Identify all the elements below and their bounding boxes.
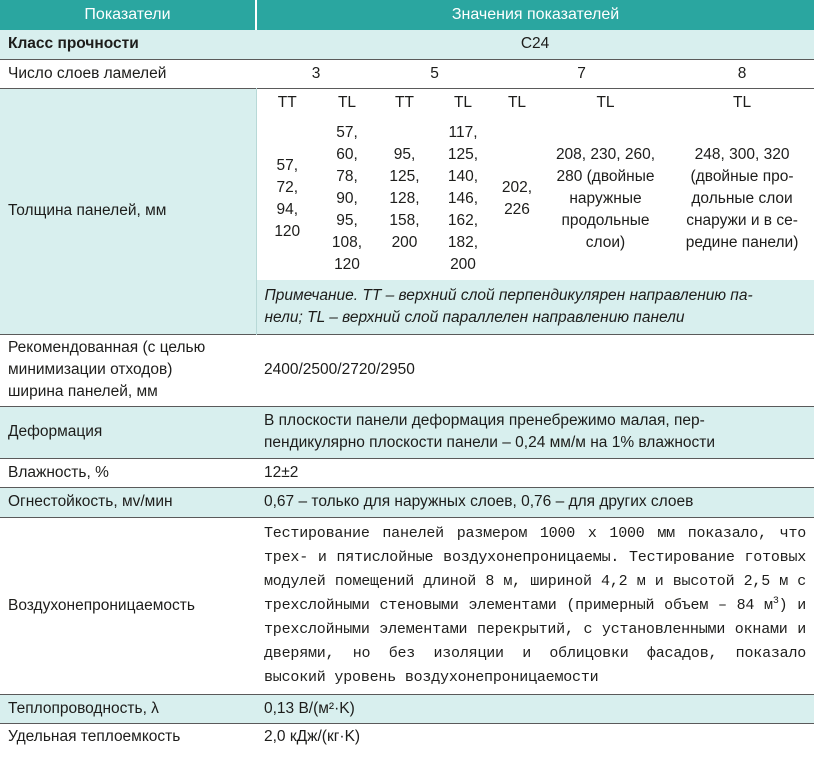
- type-tt-3: TT: [256, 88, 318, 118]
- layers-3: 3: [256, 59, 376, 88]
- type-tl-5: TL: [433, 88, 493, 118]
- layers-7: 7: [493, 59, 670, 88]
- humidity-label: Влажность, %: [0, 458, 256, 487]
- fire-label: Огнестойкость, мv/мин: [0, 487, 256, 517]
- airtight-text-2: ) и трехслойными элементами перекрытий, с установленными окнами и дверями, но без изоляции и облицовки фасадов, показало высокий уровень воздухонепроницаемости: [264, 596, 807, 686]
- thickness-cell: 117, 125, 140, 146, 162, 182, 200: [447, 124, 479, 273]
- airtight-superscript: 3: [772, 595, 779, 607]
- type-tl-8: TL: [670, 88, 814, 118]
- conductivity-label: Теплопроводность, λ: [0, 694, 256, 723]
- airtight-value: [256, 517, 814, 694]
- row-strength-class: [0, 30, 814, 59]
- type-tl-7b: TL: [541, 88, 670, 118]
- row-thermal-conductivity: [0, 694, 814, 723]
- row-airtightness: [0, 517, 814, 694]
- layers-8: 8: [670, 59, 814, 88]
- humidity-value: 12±2: [256, 458, 814, 487]
- fire-value: 0,67 – только для наружных слоев, 0,76 – для других слоев: [256, 487, 814, 517]
- thickness-cell: 202, 226: [501, 179, 533, 218]
- heat-capacity-label: Удельная теплоемкость: [0, 723, 256, 751]
- thickness-note: Примечание. ТТ – верхний слой перпендикулярен направлению па- нели; TL – верхний слой параллелен направлению панели: [264, 286, 753, 326]
- thickness-cell: 57, 72, 94, 120: [274, 157, 301, 240]
- thickness-cell: 95, 125, 128, 158, 200: [389, 146, 420, 251]
- layers-label: Число слоев ламелей: [0, 59, 256, 88]
- layers-5: 5: [376, 59, 493, 88]
- thickness-cell: 208, 230, 260, 280 (двойные наружные продольные слои): [555, 146, 656, 251]
- deformation-label: Деформация: [0, 406, 256, 458]
- header-params: Показатели: [0, 0, 256, 30]
- deformation-value: В плоскости панели деформация пренебрежимо малая, пер- пендикулярно плоскости панели – 0,24 мм/м на 1% влажности: [256, 406, 814, 458]
- row-layer-count: [0, 59, 814, 88]
- type-tl-3: TL: [318, 88, 376, 118]
- thickness-cell: 248, 300, 320 (двойные про- дольные слои снаружи и в се- редине панели): [685, 146, 799, 251]
- row-deformation: [0, 406, 814, 458]
- row-fire-resistance: [0, 487, 814, 517]
- thickness-label: Толщина панелей, мм: [0, 88, 256, 334]
- thickness-cell: 57, 60, 78, 90, 95, 108, 120: [331, 124, 363, 273]
- width-label: Рекомендованная (с целью минимизации отходов) ширина панелей, мм: [0, 334, 256, 406]
- heat-capacity-value: 2,0 кДж/(кг·K): [256, 723, 814, 751]
- row-humidity: [0, 458, 814, 487]
- row-heat-capacity: [0, 723, 814, 751]
- airtight-label: Воздухонепроницаемость: [0, 517, 256, 694]
- type-tl-7a: TL: [493, 88, 541, 118]
- table-header: [0, 0, 814, 30]
- width-value: 2400/2500/2720/2950: [256, 334, 814, 406]
- row-recommended-width: [0, 334, 814, 406]
- row-thickness-types: [0, 88, 814, 118]
- conductivity-value: 0,13 В/(м²·K): [256, 694, 814, 723]
- type-tt-5: TT: [376, 88, 433, 118]
- strength-label: Класс прочности: [8, 35, 139, 53]
- header-values: Значения показателей: [256, 0, 814, 30]
- airtight-text-1: Тестирование панелей размером 1000 х 1000 мм показало, что трех- и пятислойные воздухонепроницаемы. Тестирование готовых модулей помещений длиной 8 м, шириной 4,2 м и высотой 2,5 м с трехслойными стеновыми элементами (примерный объем – 84 м: [264, 524, 807, 614]
- strength-value: С24: [520, 35, 550, 53]
